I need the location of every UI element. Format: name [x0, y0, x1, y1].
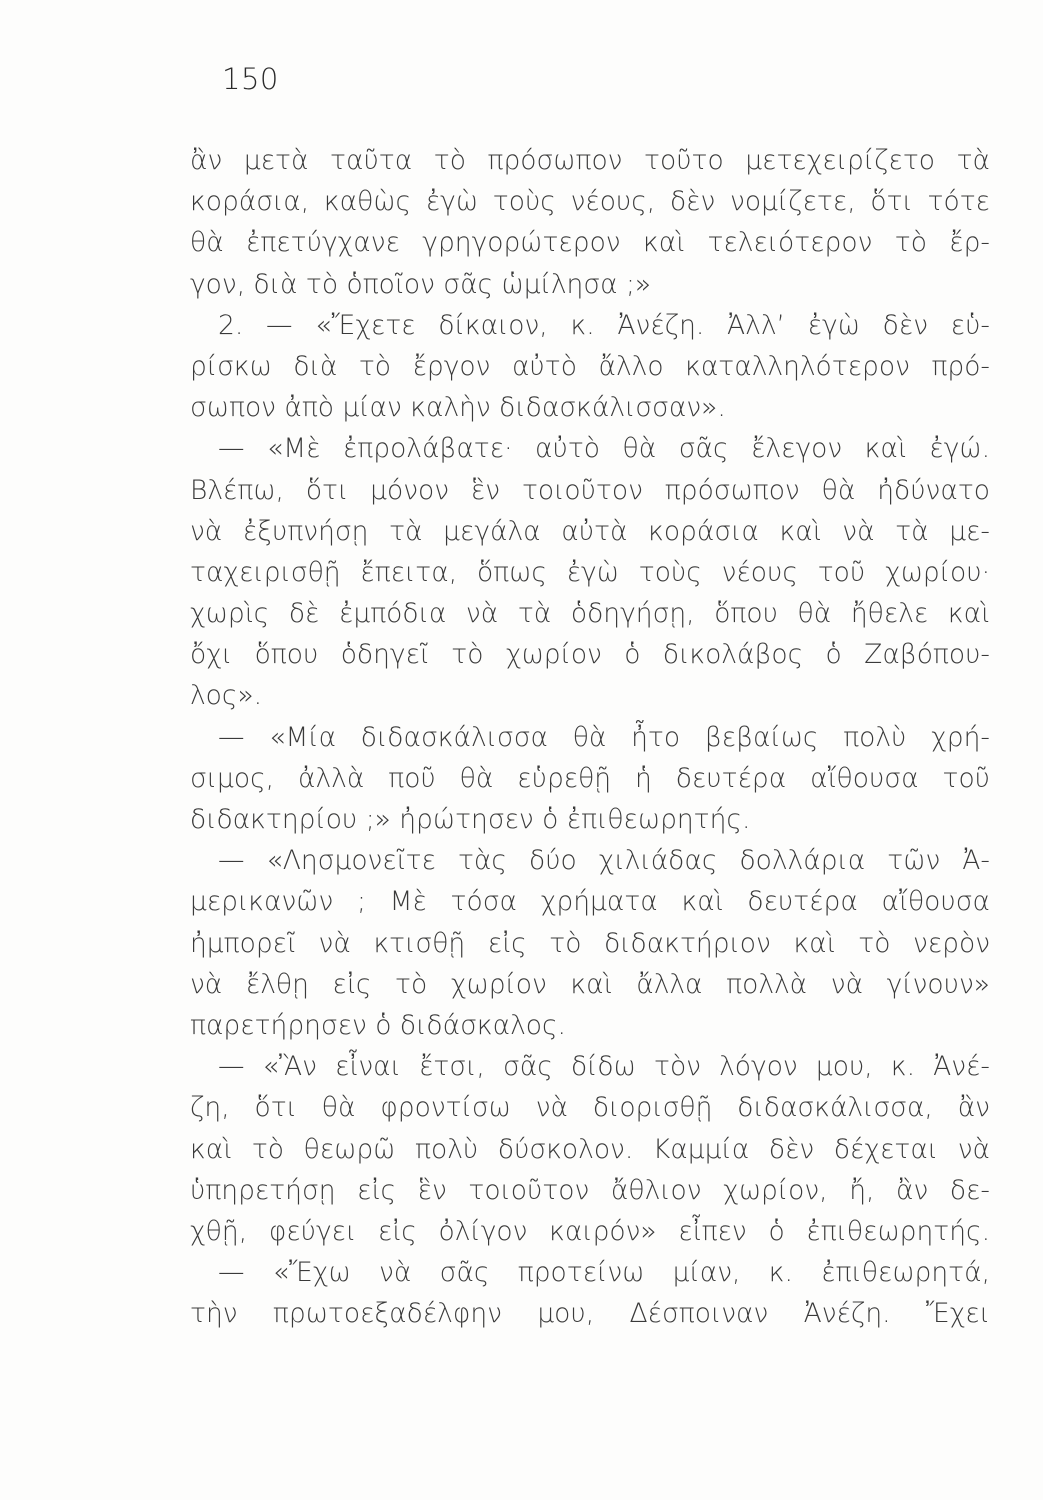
text-line: θὰ ἐπετύγχανε γρηγορώτερον καὶ τελειότερον τὸ ἔρ- [190, 227, 990, 259]
text-line: χθῇ, φεύγει εἰς ὀλίγον καιρόν» εἶπεν ὁ ἐπιθεωρητής. [190, 1215, 990, 1247]
text-line: μερικανῶν ; Μὲ τόσα χρήματα καὶ δευτέρα αἴθουσα [190, 886, 990, 918]
text-line: σωπον ἀπὸ μίαν καλὴν διδασκάλισσαν». [190, 392, 726, 424]
text-line: καὶ τὸ θεωρῶ πολὺ δύσκολον. Καμμία δὲν δέχεται νὰ [190, 1133, 990, 1165]
text-line: χωρὶς δὲ ἐμπόδια νὰ τὰ ὁδηγήσῃ, ὅπου θὰ ἤθελε καὶ [190, 598, 990, 630]
text-line: 2. — «Ἔχετε δίκαιον, κ. Ἀνέζη. Ἀλλ’ ἐγὼ δὲν εὑ- [218, 309, 990, 341]
text-line: παρετήρησεν ὁ διδάσκαλος. [190, 1009, 566, 1041]
text-line: — «Ἔχω νὰ σᾶς προτείνω μίαν, κ. ἐπιθεωρητά, [218, 1257, 990, 1289]
text-line: νὰ ἔλθῃ εἰς τὸ χωρίον καὶ ἄλλα πολλὰ νὰ γίνουν» [190, 968, 990, 1000]
text-line: — «Ἂν εἶναι ἔτσι, σᾶς δίδω τὸν λόγον μου, κ. Ἀνέ- [218, 1051, 990, 1083]
text-line: νὰ ἐξυπνήσῃ τὰ μεγάλα αὐτὰ κοράσια καὶ νὰ τὰ με- [190, 515, 990, 547]
text-line: λος». [190, 680, 263, 712]
text-line: Βλέπω, ὅτι μόνον ἓν τοιοῦτον πρόσωπον θὰ ἠδύνατο [190, 474, 990, 506]
text-line: — «Μία διδασκάλισσα θὰ ἦτο βεβαίως πολὺ χρή- [218, 721, 990, 753]
text-line: ὑπηρετήσῃ εἰς ἓν τοιοῦτον ἄθλιον χωρίον, ἤ, ἂν δε- [190, 1174, 990, 1206]
text-line: ἠμπορεῖ νὰ κτισθῇ εἰς τὸ διδακτήριον καὶ τὸ νερὸν [190, 927, 990, 959]
text-line: γον, διὰ τὸ ὁποῖον σᾶς ὡμίλησα ;» [190, 268, 652, 300]
text-line: διδακτηρίου ;» ἠρώτησεν ὁ ἐπιθεωρητής. [190, 804, 751, 835]
page-number: 150 [222, 62, 279, 96]
text-line: — «Λησμονεῖτε τὰς δύο χιλιάδας δολλάρια τῶν Ἀ- [218, 845, 990, 877]
text-line: ρίσκω διὰ τὸ ἔργον αὐτὸ ἄλλο καταλληλότερον πρό- [190, 350, 990, 382]
text-line: ὄχι ὅπου ὁδηγεῖ τὸ χωρίον ὁ δικολάβος ὁ Ζαβόπου- [190, 639, 990, 671]
text-line: ἂν μετὰ ταῦτα τὸ πρόσωπον τοῦτο μετεχειρίζετο τὰ [190, 145, 990, 176]
text-line: — «Μὲ ἐπρολάβατε· αὐτὸ θὰ σᾶς ἔλεγον καὶ ἐγώ. [218, 433, 990, 465]
text-line: κοράσια, καθὼς ἐγὼ τοὺς νέους, δὲν νομίζετε, ὅτι τότε [190, 186, 990, 218]
text-line: ταχειρισθῇ ἔπειτα, ὅπως ἐγὼ τοὺς νέους τοῦ χωρίου· [190, 556, 990, 588]
text-line: ζη, ὅτι θὰ φροντίσω νὰ διορισθῇ διδασκάλισσα, ἂν [190, 1092, 990, 1124]
body-text [190, 140, 990, 1334]
text-line: τὴν πρωτοεξαδέλφην μου, Δέσποιναν Ἀνέζη. Ἔχει [190, 1298, 990, 1330]
text-line: σιμος, ἀλλὰ ποῦ θὰ εὑρεθῇ ἡ δευτέρα αἴθουσα τοῦ [190, 762, 990, 794]
